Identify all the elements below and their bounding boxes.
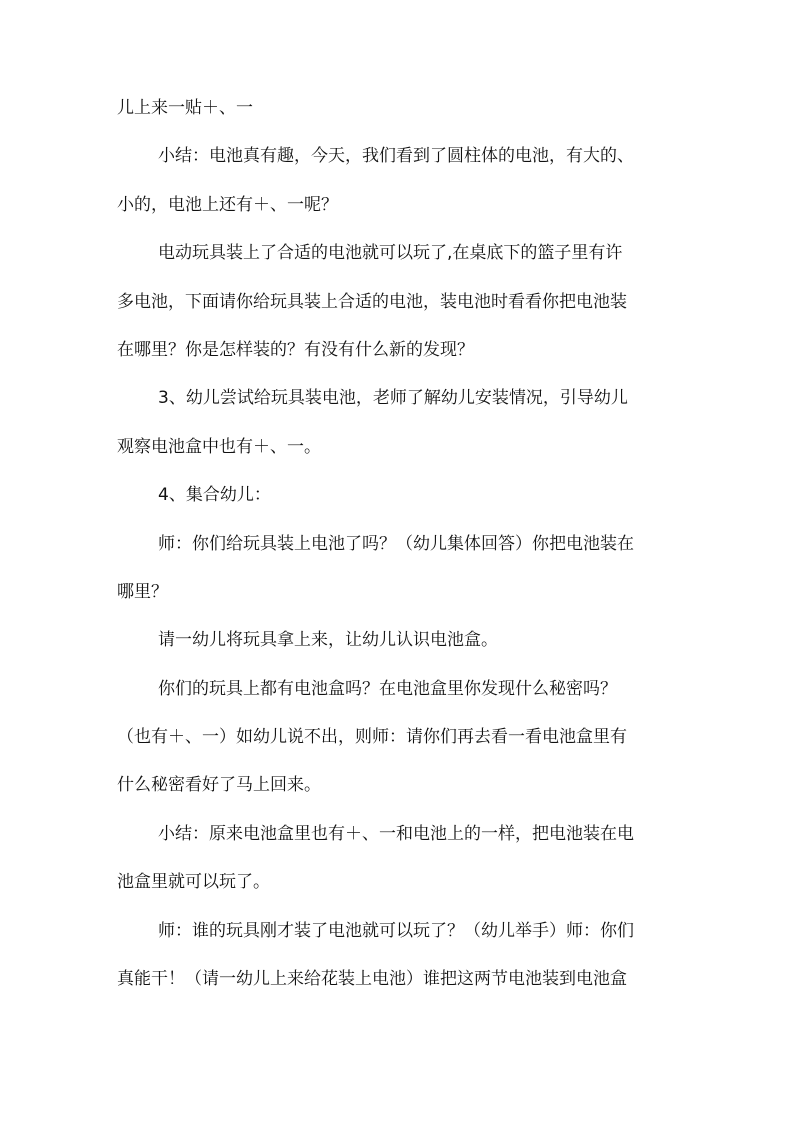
text-line-13: 你们的玩具上都有电池盒吗？在电池盒里你发现什么秘密吗？ xyxy=(158,678,617,699)
text-line-10: 师：你们给玩具装上电池了吗？（幼儿集体回答）你把电池装在 xyxy=(158,533,634,554)
text-line-1: 儿上来一贴＋、一 xyxy=(117,98,253,118)
text-line-16: 小结：原来电池盒里也有＋、一和电池上的一样，把电池装在电 xyxy=(158,823,634,844)
text-line-4: 电动玩具装上了合适的电池就可以玩了,在桌底下的篮子里有许 xyxy=(158,243,623,264)
text-line-8: 观察电池盒中也有＋、一。 xyxy=(117,436,321,457)
text-line-2: 小结：电池真有趣，今天，我们看到了圆柱体的电池，有大的、 xyxy=(158,146,634,167)
text-line-5: 多电池，下面请你给玩具装上合适的电池，装电池时看看你把电池装 xyxy=(117,291,627,312)
text-line-17: 池盒里就可以玩了。 xyxy=(117,872,270,893)
text-line-7: 3、幼儿尝试给玩具装电池，老师了解幼儿安装情况，引导幼儿 xyxy=(158,388,628,409)
document-body xyxy=(117,86,687,1005)
text-line-6: 在哪里？你是怎样装的？有没有什么新的发现？ xyxy=(117,339,474,360)
text-line-19: 真能干！（请一幼儿上来给花装上电池）谁把这两节电池装到电池盒 xyxy=(117,969,627,990)
text-line-9: 4、集合幼儿： xyxy=(158,485,271,506)
text-line-12: 请一幼儿将玩具拿上来，让幼儿认识电池盒。 xyxy=(158,630,498,651)
text-line-15: 什么秘密看好了马上回来。 xyxy=(117,775,321,796)
text-line-11: 哪里？ xyxy=(117,581,168,602)
text-line-14: （也有＋、一）如幼儿说不出，则师：请你们再去看一看电池盒里有 xyxy=(117,727,627,748)
text-line-3: 小的，电池上还有＋、一呢？ xyxy=(117,194,338,215)
text-line-18: 师：谁的玩具刚才装了电池就可以玩了？（幼儿举手）师：你们 xyxy=(158,920,634,941)
